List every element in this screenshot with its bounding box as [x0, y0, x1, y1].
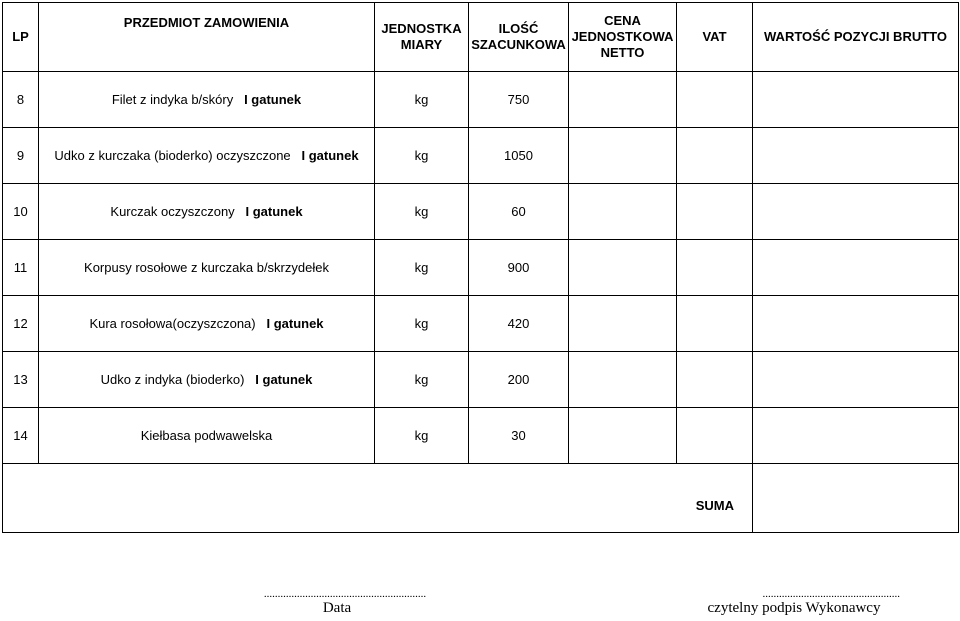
row-gross — [753, 408, 959, 464]
item-grade: I gatunek — [266, 316, 324, 331]
header-unit: JEDNOSTKA MIARY — [375, 3, 469, 72]
header-lp: LP — [3, 3, 39, 72]
item-name: Kiełbasa podwawelska — [140, 428, 273, 443]
row-unit: kg — [375, 408, 469, 464]
contractor-signature-block — [688, 588, 900, 617]
row-price — [569, 72, 677, 128]
row-unit: kg — [375, 240, 469, 296]
row-vat — [677, 128, 753, 184]
row-vat — [677, 296, 753, 352]
row-vat — [677, 240, 753, 296]
header-gross: WARTOŚĆ POZYCJI BRUTTO — [753, 3, 959, 72]
signer-label: czytelny podpis Wykonawcy — [707, 600, 881, 616]
row-lp: 14 — [3, 408, 39, 464]
sum-row — [3, 464, 959, 533]
item-name: Udko z indyka (bioderko) — [100, 372, 245, 387]
item-grade: I gatunek — [255, 372, 313, 387]
table-header-row — [3, 3, 959, 72]
row-qty: 750 — [469, 72, 569, 128]
row-unit: kg — [375, 352, 469, 408]
row-vat — [677, 72, 753, 128]
row-vat — [677, 184, 753, 240]
item-grade: I gatunek — [244, 92, 302, 107]
row-qty: 30 — [469, 408, 569, 464]
row-gross — [753, 128, 959, 184]
row-lp: 8 — [3, 72, 39, 128]
sum-value-cell — [753, 464, 959, 533]
row-item — [39, 240, 375, 296]
item-name: Kura rosołowa(oczyszczona) — [89, 316, 256, 331]
row-item — [39, 352, 375, 408]
row-price — [569, 240, 677, 296]
row-qty: 200 — [469, 352, 569, 408]
item-name: Udko z kurczaka (bioderko) oczyszczone — [54, 148, 291, 163]
date-label: Data — [322, 600, 352, 616]
header-price: CENA JEDNOSTKOWA NETTO — [569, 3, 677, 72]
row-qty: 60 — [469, 184, 569, 240]
row-unit: kg — [375, 184, 469, 240]
header-item: PRZEDMIOT ZAMOWIENIA — [39, 3, 375, 72]
row-lp: 13 — [3, 352, 39, 408]
item-name: Kurczak oczyszczony — [110, 204, 235, 219]
row-unit: kg — [375, 72, 469, 128]
row-lp: 11 — [3, 240, 39, 296]
row-qty: 1050 — [469, 128, 569, 184]
row-price — [569, 408, 677, 464]
row-gross — [753, 240, 959, 296]
row-price — [569, 128, 677, 184]
header-vat: VAT — [677, 3, 753, 72]
row-lp: 10 — [3, 184, 39, 240]
row-qty: 420 — [469, 296, 569, 352]
row-price — [569, 352, 677, 408]
row-gross — [753, 296, 959, 352]
row-price — [569, 184, 677, 240]
signer-dotted-line: .................................................. — [762, 588, 900, 600]
table-row — [3, 408, 959, 464]
table-row — [3, 296, 959, 352]
table-row — [3, 352, 959, 408]
table-row — [3, 128, 959, 184]
row-vat — [677, 352, 753, 408]
row-vat — [677, 408, 753, 464]
row-lp: 9 — [3, 128, 39, 184]
row-price — [569, 296, 677, 352]
table-body — [3, 72, 959, 464]
row-gross — [753, 352, 959, 408]
row-unit: kg — [375, 128, 469, 184]
order-table — [2, 2, 959, 533]
item-grade: I gatunek — [245, 204, 303, 219]
header-qty: ILOŚĆ SZACUNKOWA — [469, 3, 569, 72]
row-gross — [753, 184, 959, 240]
date-dotted-line: ........................................................... — [263, 588, 427, 600]
table-row — [3, 72, 959, 128]
row-item — [39, 128, 375, 184]
table-row — [3, 184, 959, 240]
row-item — [39, 184, 375, 240]
item-name: Korpusy rosołowe z kurczaka b/skrzydełek — [84, 260, 329, 275]
row-unit: kg — [375, 296, 469, 352]
row-item — [39, 72, 375, 128]
row-item — [39, 296, 375, 352]
sum-label: SUMA — [3, 464, 753, 533]
row-item — [39, 408, 375, 464]
row-qty: 900 — [469, 240, 569, 296]
row-lp: 12 — [3, 296, 39, 352]
date-signature-block — [232, 588, 458, 617]
item-grade: I gatunek — [301, 148, 359, 163]
item-name: Filet z indyka b/skóry — [111, 92, 234, 107]
row-gross — [753, 72, 959, 128]
table-row — [3, 240, 959, 296]
